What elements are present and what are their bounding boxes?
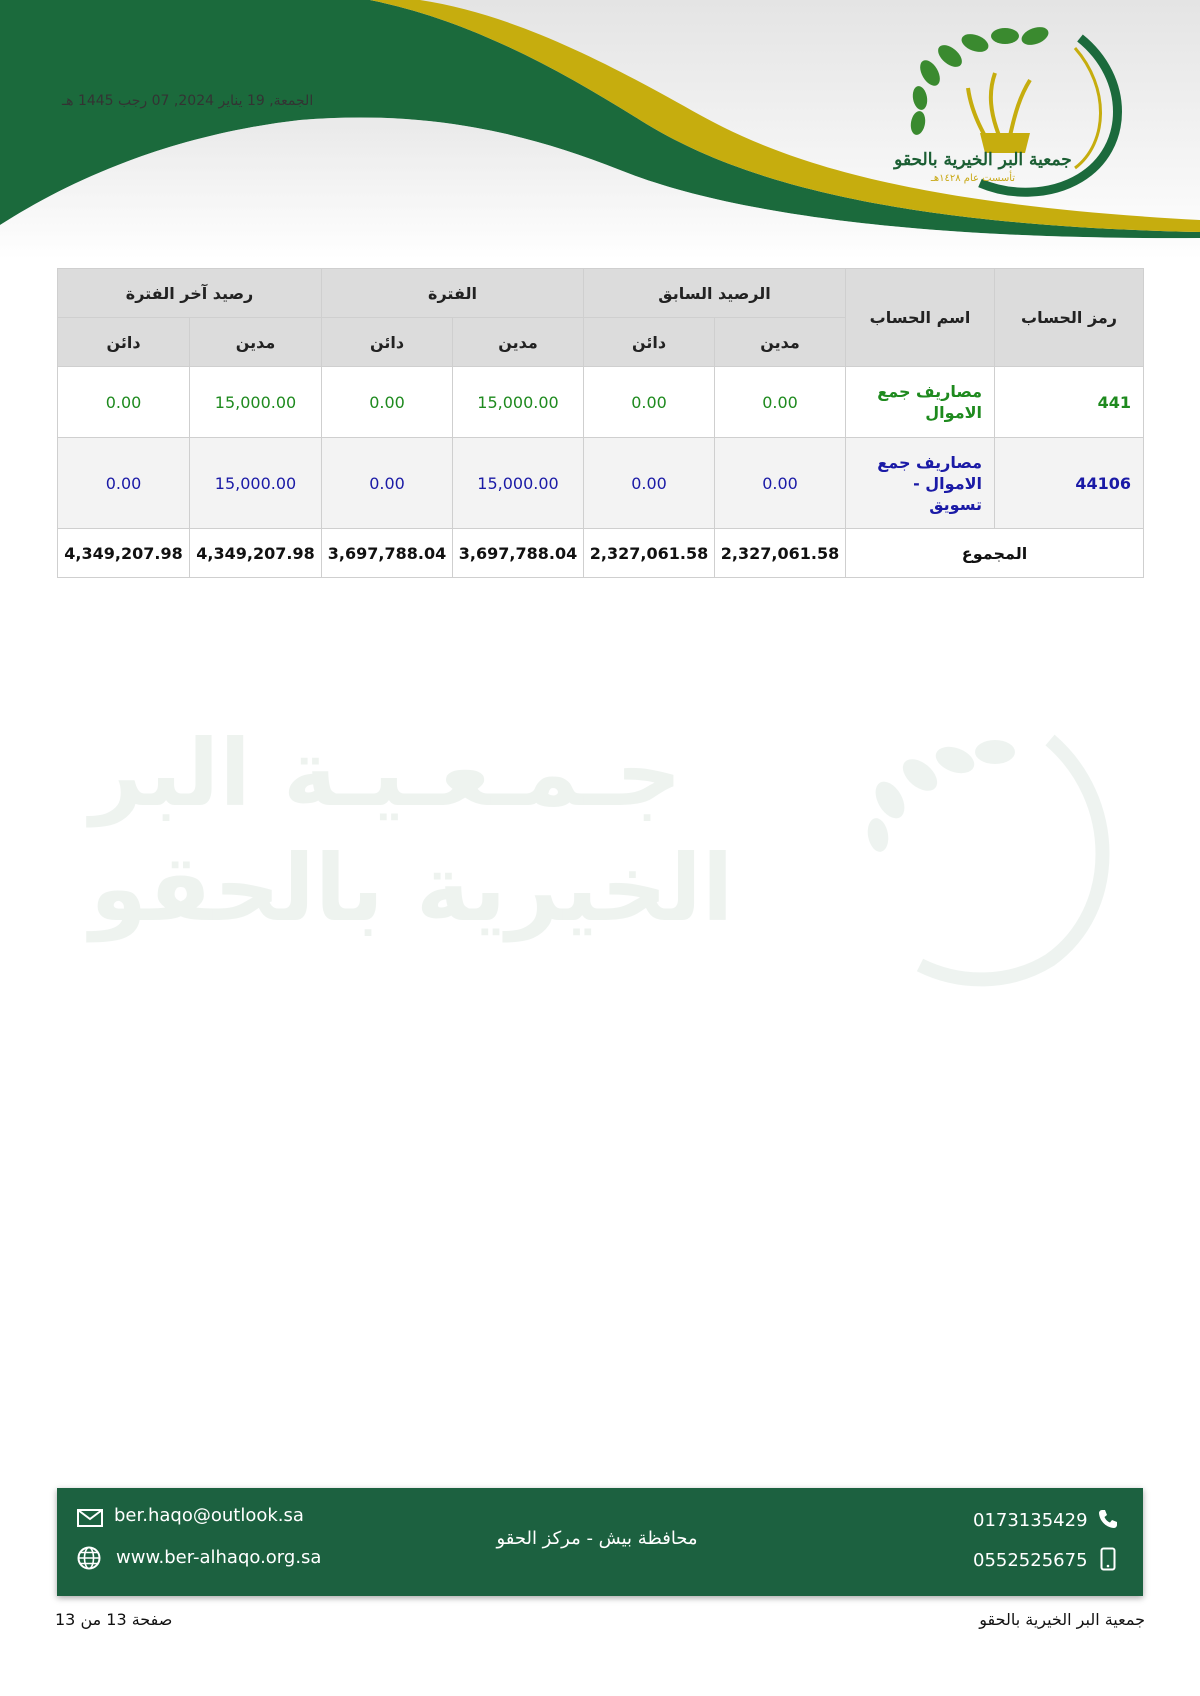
address-text: محافظة بيش - مركز الحقو bbox=[496, 1528, 698, 1549]
mobile-icon bbox=[1100, 1547, 1116, 1571]
table-row bbox=[58, 367, 1144, 438]
logo-title: جمعية البر الخيرية بالحقو bbox=[894, 150, 1072, 170]
header-end-balance: رصيد آخر الفترة bbox=[58, 269, 322, 318]
table-row bbox=[58, 438, 1144, 529]
mobile-number[interactable]: 0552525675 bbox=[973, 1550, 1088, 1571]
header-period: الفترة bbox=[322, 269, 584, 318]
prev-debit-cell: 0.00 bbox=[715, 438, 846, 529]
total-prev-debit: 2,327,061.58 bbox=[715, 529, 846, 578]
end-debit-cell: 15,000.00 bbox=[190, 367, 322, 438]
prev-credit-cell: 0.00 bbox=[584, 438, 715, 529]
header-end-debit: مدين bbox=[190, 318, 322, 367]
header-prev-credit: دائن bbox=[584, 318, 715, 367]
header-previous-balance: الرصيد السابق bbox=[584, 269, 846, 318]
prev-debit-cell: 0.00 bbox=[715, 367, 846, 438]
watermark-logo bbox=[830, 720, 1130, 1000]
header-prev-debit: مدين bbox=[715, 318, 846, 367]
total-period-credit: 3,697,788.04 bbox=[322, 529, 453, 578]
watermark bbox=[70, 720, 1130, 1040]
header-account-name: اسم الحساب bbox=[846, 269, 995, 367]
watermark-line-1: جـمـعـيـة البر bbox=[90, 720, 682, 827]
email-link[interactable]: ber.haqo@outlook.sa bbox=[114, 1505, 304, 1526]
prev-credit-cell: 0.00 bbox=[584, 367, 715, 438]
phone-number[interactable]: 0173135429 bbox=[973, 1510, 1088, 1531]
header-period-debit: مدين bbox=[453, 318, 584, 367]
total-end-credit: 4,349,207.98 bbox=[58, 529, 190, 578]
end-credit-cell: 0.00 bbox=[58, 438, 190, 529]
account-name: مصاريف جمع الاموال bbox=[846, 367, 995, 438]
header-account-code: رمز الحساب bbox=[995, 269, 1144, 367]
watermark-line-2: الخيرية بالحقو bbox=[90, 835, 734, 942]
account-code: 441 bbox=[995, 367, 1144, 438]
organization-name: جمعية البر الخيرية بالحقو bbox=[979, 1610, 1145, 1629]
period-debit-cell: 15,000.00 bbox=[453, 367, 584, 438]
total-period-debit: 3,697,788.04 bbox=[453, 529, 584, 578]
report-date: الجمعة, 19 يناير 2024, 07 رجب 1445 هـ bbox=[62, 93, 314, 109]
total-prev-credit: 2,327,061.58 bbox=[584, 529, 715, 578]
page-number: صفحة 13 من 13 bbox=[55, 1610, 173, 1629]
account-name: مصاريف جمع الاموال - تسويق bbox=[846, 438, 995, 529]
period-credit-cell: 0.00 bbox=[322, 438, 453, 529]
end-credit-cell: 0.00 bbox=[58, 367, 190, 438]
website-link[interactable]: www.ber-alhaqo.org.sa bbox=[116, 1547, 322, 1568]
contact-footer bbox=[57, 1488, 1143, 1596]
period-debit-cell: 15,000.00 bbox=[453, 438, 584, 529]
globe-icon bbox=[77, 1546, 101, 1570]
total-end-debit: 4,349,207.98 bbox=[190, 529, 322, 578]
mail-icon bbox=[77, 1509, 103, 1527]
organization-logo bbox=[880, 18, 1140, 198]
phone-icon bbox=[1097, 1508, 1119, 1530]
header-period-credit: دائن bbox=[322, 318, 453, 367]
total-row bbox=[58, 529, 1144, 578]
period-credit-cell: 0.00 bbox=[322, 367, 453, 438]
account-code: 44106 bbox=[995, 438, 1144, 529]
header-end-credit: دائن bbox=[58, 318, 190, 367]
total-label: المجموع bbox=[846, 529, 1144, 578]
logo-subtitle: تأسست عام ١٤٢٨هـ bbox=[930, 173, 1016, 184]
end-debit-cell: 15,000.00 bbox=[190, 438, 322, 529]
account-balance-table bbox=[57, 268, 1144, 578]
